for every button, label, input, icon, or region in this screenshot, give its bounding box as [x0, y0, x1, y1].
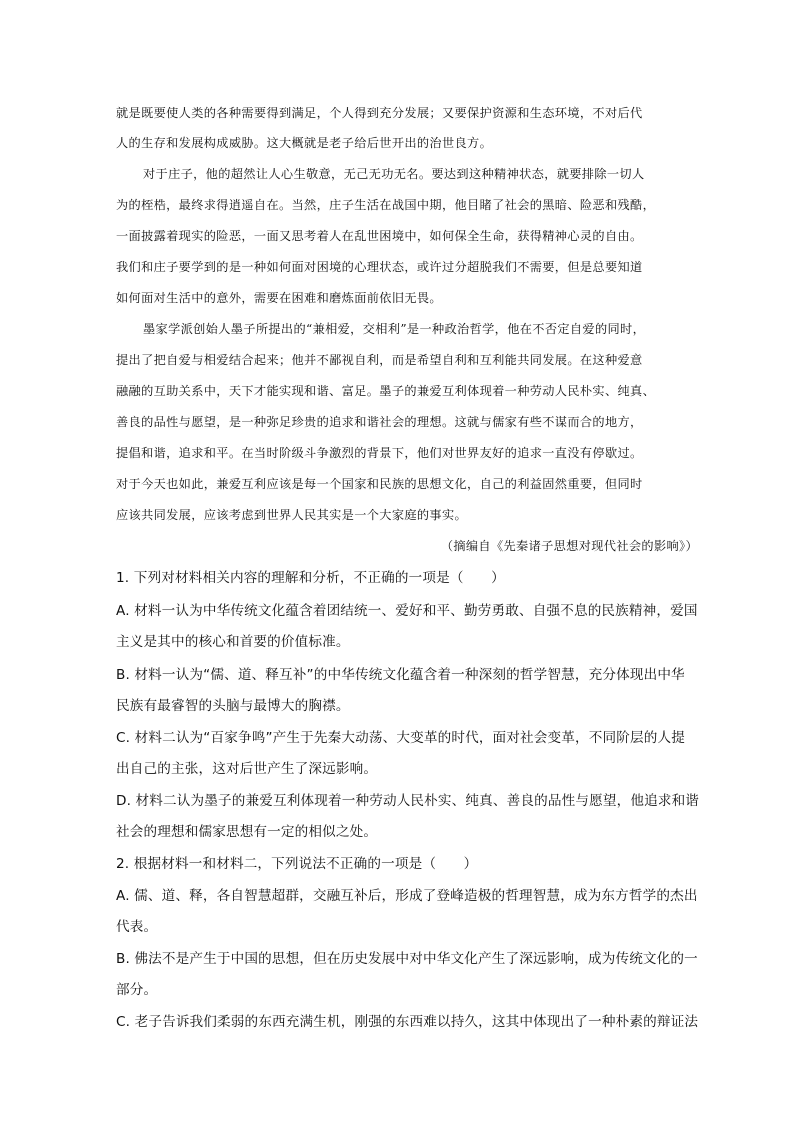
passage-line-5: 一面披露着现实的险恶，一面又思考着人在乱世困境中，如何保全生命，获得精神心灵的自由。 [116, 229, 643, 243]
passage-line-7: 如何面对生活中的意外，需要在困难和磨炼面前依旧无畏。 [116, 291, 442, 305]
question-1-stem: 1. 下列对材料相关内容的理解和分析，不正确的一项是（ ） [116, 570, 505, 586]
question-1-option-d-line-2: 社会的理想和儒家思想有一定的相似之处。 [116, 824, 378, 840]
passage-line-8: 墨家学派创始人墨子所提出的“兼相爱，交相利”是一种政治哲学，他在不否定自爱的同时， [143, 322, 646, 336]
question-2-stem: 2. 根据材料一和材料二，下列说法不正确的一项是（ ） [116, 856, 478, 872]
question-1-option-a-line-1: A. 材料一认为中华传统文化蕴含着团结统一、爱好和平、勤劳勇敢、自强不息的民族精神，爱国 [116, 603, 698, 619]
question-1-option-c-line-2: 出自己的主张，这对后世产生了深远影响。 [116, 761, 378, 777]
question-2-option-c-line-1: C. 老子告诉我们柔弱的东西充满生机，刚强的东西难以持久，这其中体现出了一种朴素的辩证法 [116, 1014, 699, 1030]
passage-source: （摘编自《先秦诸子思想对现代社会的影响》） [440, 539, 698, 553]
question-2-option-b-line-1: B. 佛法不是产生于中国的思想，但在历史发展中对中华文化产生了深远影响，成为传统文化的一 [116, 951, 698, 967]
passage-line-12: 提倡和谐，追求和平。在当时阶级斗争激烈的背景下，他们对世界友好的追求一直没有停歇过。 [116, 446, 643, 460]
question-1-option-a-line-2: 主义是其中的核心和首要的价值标准。 [116, 634, 350, 650]
question-1-option-c-line-1: C. 材料二认为“百家争鸣”产生于先秦大动荡、大变革的时代，面对社会变革，不同阶层的人提 [116, 730, 685, 746]
question-1-option-d-line-1: D. 材料二认为墨子的兼爱互利体现着一种劳动人民朴实、纯真、善良的品性与愿望，他追求和谐 [116, 793, 700, 809]
passage-line-14: 应该共同发展，应该考虑到世界人民其实是一个大家庭的事实。 [116, 508, 468, 522]
passage-line-2: 人的生存和发展构成威胁。这大概就是老子给后世开出的治世良方。 [116, 136, 493, 150]
passage-line-11: 善良的品性与愿望，是一种弥足珍贵的追求和谐社会的理想。这就与儒家有些不谋而合的地方， [116, 415, 643, 429]
question-1-option-b-line-2: 民族有最睿智的头脑与最博大的胸襟。 [116, 698, 350, 714]
question-1-option-b-line-1: B. 材料一认为“儒、道、释互补”的中华传统文化蕴含着一种深刻的哲学智慧，充分体现出中华 [116, 667, 685, 683]
passage-line-3: 对于庄子，他的超然让人心生敬意，无己无功无名。要达到这种精神状态，就要排除一切人 [143, 167, 645, 181]
passage-line-6: 我们和庄子要学到的是一种如何面对困境的心理状态，或许过分超脱我们不需要，但是总要知道 [116, 260, 643, 274]
passage-line-13: 对于今天也如此，兼爱互利应该是每一个国家和民族的思想文化，自己的利益固然重要，但同时 [116, 477, 643, 491]
passage-line-4: 为的桎梏，最终求得逍遥自在。当然，庄子生活在战国中期，他目睹了社会的黑暗、险恶和残酷， [116, 198, 656, 212]
question-2-option-a-line-1: A. 儒、道、释，各自智慧超群，交融互补后，形成了登峰造极的哲理智慧，成为东方哲学的杰出 [116, 888, 698, 904]
passage-line-9: 提出了把自爱与相爱结合起来；他并不鄙视自利，而是希望自利和互利能共同发展。在这种爱意 [116, 353, 643, 367]
passage-line-10: 融融的互助关系中，天下才能实现和谐、富足。墨子的兼爱互利体现着一种劳动人民朴实、纯真、 [116, 384, 656, 398]
question-2-option-b-line-2: 部分。 [116, 982, 158, 998]
passage-line-1: 就是既要使人类的各种需要得到满足，个人得到充分发展；又要保护资源和生态环境，不对后代 [116, 106, 643, 120]
question-2-option-a-line-2: 代表。 [116, 919, 158, 935]
